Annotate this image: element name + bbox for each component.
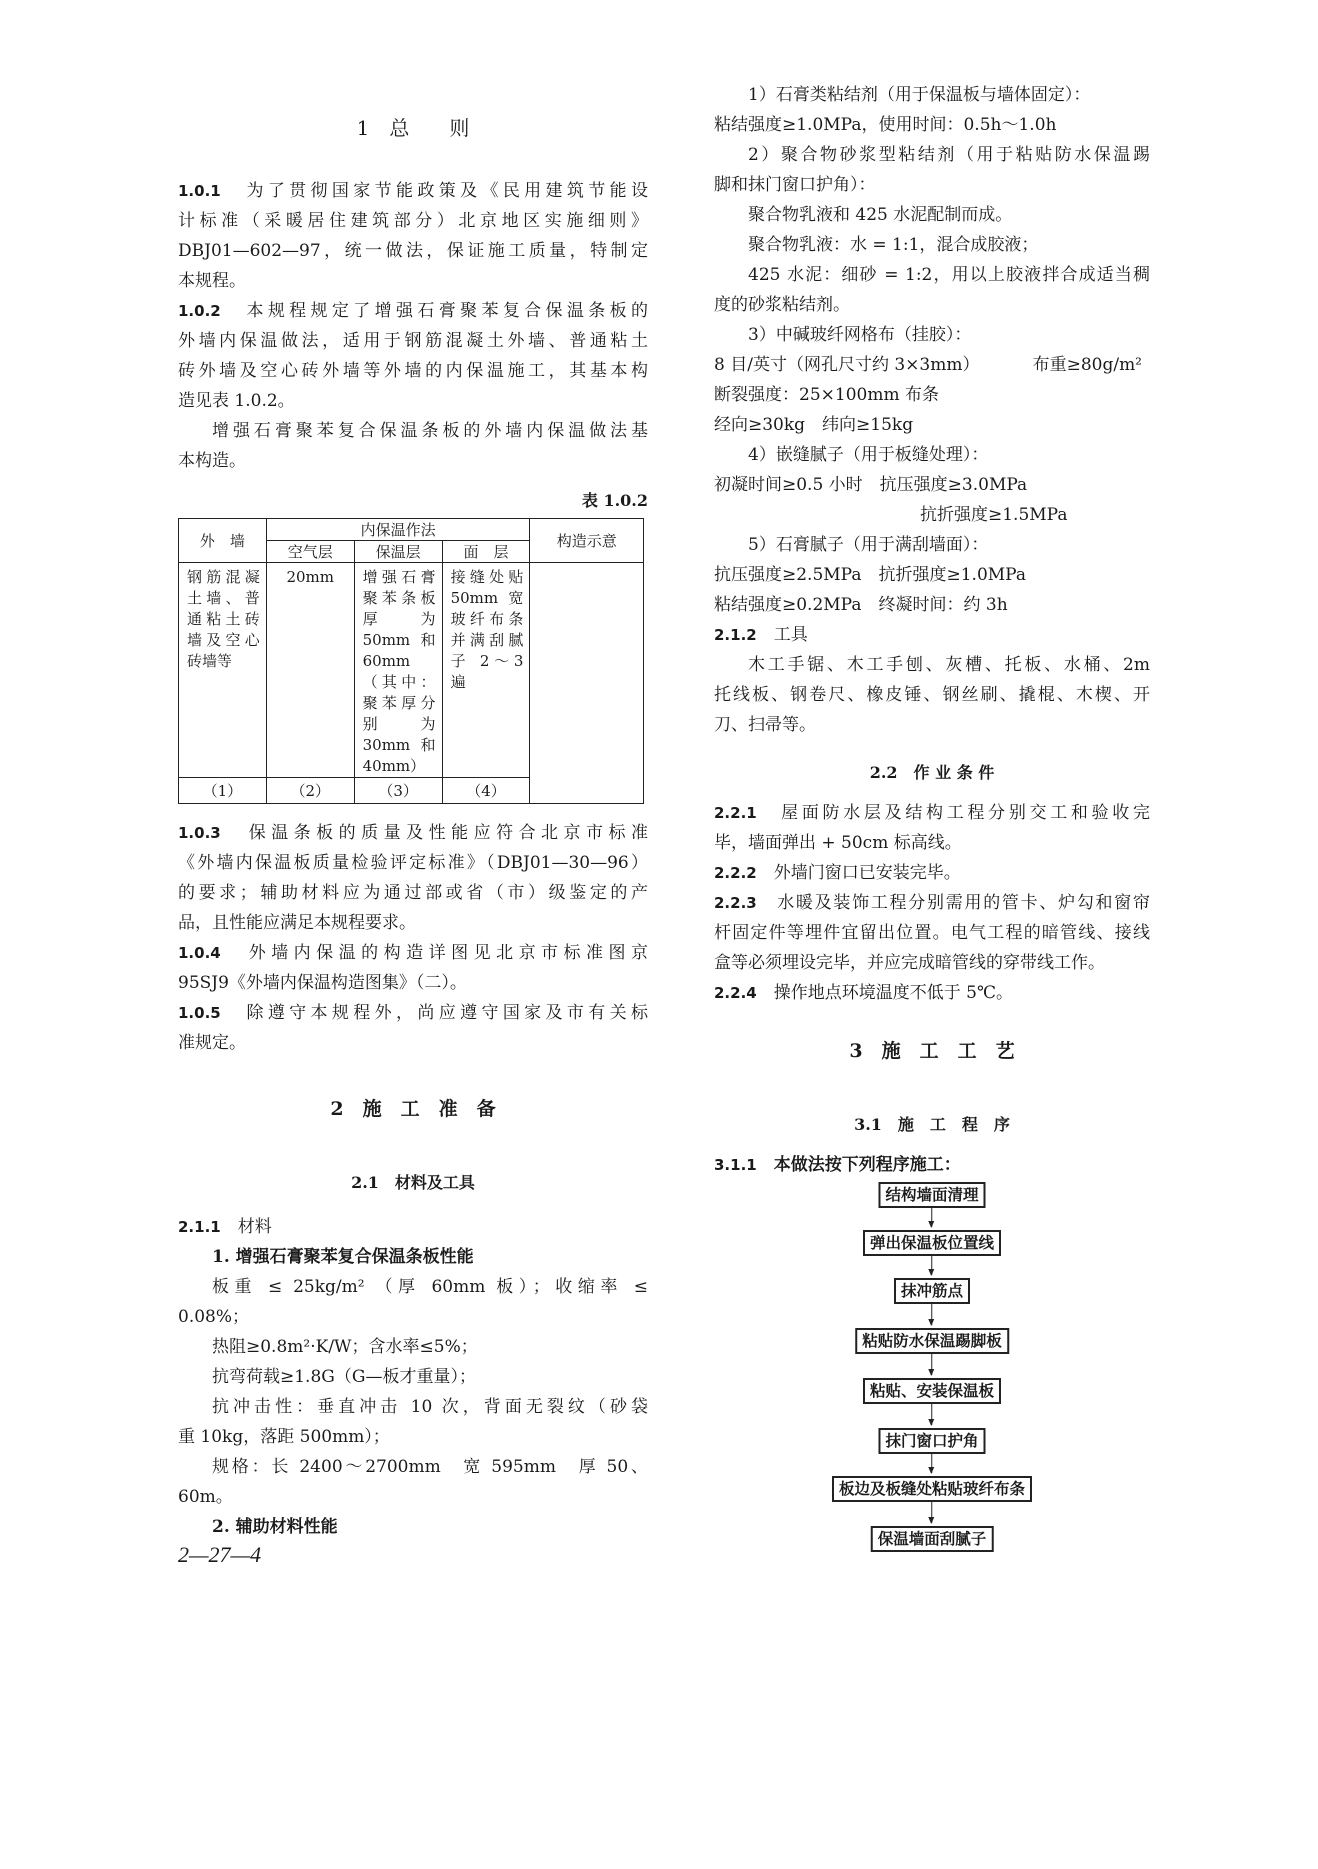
text-line [714,350,1150,380]
text-line: 0.08%； [178,1307,250,1327]
clause-number: 2.2.3 [714,894,757,912]
text-line: 本做法按下列程序施工： [773,1155,961,1175]
text-line: 的要求；辅助材料应为通过部或省（市）级鉴定的产 [178,883,648,903]
text-line: 规格：长 2400～2700mm 宽 595mm 厚 50、 [212,1457,648,1477]
clause-number: 2.1.2 [714,626,757,644]
text-line: 外墙内保温做法，适用于钢筋混凝土外墙、普通粘土 [178,331,648,351]
clause-number: 2.2.4 [714,984,757,1002]
text-line: 热阻≥0.8m²·K/W；含水率≤5%； [212,1337,478,1357]
text-line: 重 10kg，落距 500mm）； [178,1427,390,1447]
flow-step: 弹出保温板位置线 [863,1230,1001,1256]
flow-arrow [931,1255,932,1275]
subsection-heading-2-1: 2.1 材料及工具 [351,1173,475,1192]
text-line: 杆固定件等埋件宜留出位置。电气工程的暗管线、接线 [714,923,1150,943]
clause-number: 1.0.4 [178,944,221,962]
text-line: 砖外墙及空心砖外墙等外墙的内保温施工，其基本构 [178,361,648,381]
section-heading-1: 1 总 则 [356,116,470,140]
flow-step: 保温墙面刮腻子 [871,1526,994,1552]
column-number: （1） [179,778,267,804]
flow-arrow [931,1501,932,1523]
flow-step: 粘贴、安装保温板 [863,1378,1001,1404]
cell-face-layer: 接缝处贴 50mm 宽玻纤布条并满刮腻子 2～3 遍 [442,563,530,778]
text-line: 初凝时间≥0.5 小时 抗压强度≥3.0MPa [714,475,1028,495]
text-line: 水暖及装饰工程分别需用的管卡、炉勾和窗帘 [777,893,1151,913]
text-line: 60m。 [178,1487,233,1507]
flow-arrow [931,1403,932,1425]
text-line: 1. 增强石膏聚苯复合保温条板性能 [212,1247,474,1267]
header-insulation-layer: 保温层 [354,541,442,563]
text-line: 屋面防水层及结构工程分别交工和验收完 [781,803,1151,823]
header-air-layer: 空气层 [266,541,354,563]
text-line: 抗冲击性：垂直冲击 10 次，背面无裂纹（砂袋 [212,1397,648,1417]
subsection-heading-3-1: 3.1 施 工 程 序 [854,1115,1010,1134]
section-heading-2: 2 施 工 准 备 [330,1098,496,1120]
para-2-1-2 [714,620,1150,650]
text-line: 操作地点环境温度不低于 5℃。 [773,983,1013,1003]
text-line: 聚合物乳液和 425 水泥配制而成。 [748,205,1013,225]
cell-diagram [530,563,644,804]
para-1-0-1 [178,176,648,206]
text-line: 布重≥80g/m² [1032,355,1142,375]
column-number: （3） [354,778,442,804]
text-line: 2. 辅助材料性能 [212,1517,338,1537]
flow-step: 抹门窗口护角 [878,1428,985,1454]
section-heading-3: 3 施 工 工 艺 [849,1040,1015,1062]
text-line: 3）中碱玻纤网格布（挂胶）： [748,325,972,345]
cell-air-layer: 20mm [266,563,354,778]
text-line: 本规程规定了增强石膏聚苯复合保温条板的 [246,301,649,321]
subsection-heading-2-2: 2.2 作 业 条 件 [869,763,995,782]
text-line: 4）嵌缝腻子（用于板缝处理）： [748,445,989,465]
para-2-2-4 [714,978,1150,1008]
text-line: 抗弯荷载≥1.8G（G—板才重量）； [212,1367,476,1387]
para-2-1-1 [178,1212,648,1242]
text-line: 为了贯彻国家节能政策及《民用建筑节能设 [246,181,649,201]
text-line: 抗折强度≥1.5MPa [920,505,1068,525]
text-line: 5）石膏腻子（用于满刮墙面）： [748,535,989,555]
flow-arrow [931,1453,932,1473]
text-line: 计标准（采暖居住建筑部分）北京地区实施细则》 [178,211,648,231]
text-line: 《外墙内保温板质量检验评定标准》（DBJ01—30—96） [178,853,648,873]
column-number: （2） [266,778,354,804]
flow-step: 粘贴防水保温踢脚板 [855,1328,1009,1354]
page-number: 2—27—4 [178,1542,262,1567]
text-line: 保温条板的质量及性能应符合北京市标准 [248,823,649,843]
para-2-2-1 [714,798,1150,828]
text-line: 盒等必须埋设完毕，并应完成暗管线的穿带线工作。 [714,953,1105,973]
clause-number: 2.2.2 [714,864,757,882]
clause-number: 1.0.5 [178,1004,221,1022]
clause-number: 3.1.1 [714,1156,757,1174]
text-line: 经向≥30kg 纬向≥15kg [714,415,914,435]
para-1-0-5 [178,998,648,1028]
clause-number: 2.2.1 [714,804,757,822]
text-line: 聚合物乳液：水 = 1:1，混合成胶液； [748,235,1039,255]
table-caption: 表 1.0.2 [581,491,648,510]
construction-table [178,518,644,804]
text-line: 品，且性能应满足本规程要求。 [178,913,416,933]
text-line: 工具 [773,625,808,645]
clause-number: 1.0.3 [178,824,221,842]
para-1-0-4 [178,938,648,968]
flow-step: 抹冲筋点 [894,1278,970,1304]
text-line: 准规定。 [178,1033,246,1053]
text-line: 脚和抹门窗口护角）： [714,175,876,195]
flow-step: 板边及板缝处粘贴玻纤布条 [832,1476,1032,1502]
text-line: 本构造。 [178,451,246,471]
text-line: 1）石膏类粘结剂（用于保温板与墙体固定）： [748,85,1091,105]
clause-number: 2.1.1 [178,1218,221,1236]
text-line: 抗压强度≥2.5MPa 抗折强度≥1.0MPa [714,565,1026,585]
header-diagram: 构造示意 [530,519,644,563]
text-line: 外墙门窗口已安装完毕。 [773,863,961,883]
text-line: 粘结强度≥0.2MPa 终凝时间：约 3h [714,595,1008,615]
text-line: 粘结强度≥1.0MPa，使用时间：0.5h～1.0h [714,115,1057,135]
flow-arrow [931,1303,932,1325]
text-line: 材料 [237,1217,272,1237]
para-3-1-1 [714,1150,1150,1180]
flow-arrow [931,1353,932,1375]
text-line: DBJ01—602—97，统一做法，保证施工质量，特制定 [178,241,648,261]
para-2-2-3 [714,888,1150,918]
header-outer-wall: 外 墙 [179,519,267,563]
text-line: 425 水泥：细砂 = 1:2，用以上胶液拌合成适当稠 [748,265,1150,285]
text-line: 95SJ9《外墙内保温构造图集》（二）。 [178,973,467,993]
text-line: 托线板、钢卷尺、橡皮锤、钢丝刷、撬棍、木楔、开 [714,685,1150,705]
text-line: 除遵守本规程外，尚应遵守国家及市有关标 [246,1003,649,1023]
text-line: 毕，墙面弹出 + 50cm 标高线。 [714,833,962,853]
text-line: 度的砂浆粘结剂。 [714,295,850,315]
clause-number: 1.0.2 [178,302,221,320]
para-1-0-2 [178,296,648,326]
header-face-layer: 面 层 [442,541,530,563]
flow-step: 结构墙面清理 [878,1182,985,1208]
text-line: 刀、扫帚等。 [714,715,816,735]
text-line: 增强石膏聚苯复合保温条板的外墙内保温做法基 [212,421,648,441]
text-line: 造见表 1.0.2。 [178,391,295,411]
header-inner-insulation: 内保温作法 [266,519,530,541]
text-line: 板重 ≤ 25kg/m² （厚 60mm 板）；收缩率 ≤ [212,1277,648,1297]
cell-insulation-layer: 增强石膏聚苯条板厚为 50mm 和 60mm（其中：聚苯厚分别为 30mm 和 40mm） [354,563,442,778]
text-line: 外墙内保温的构造详图见北京市标准图京 [248,943,649,963]
cell-outer-wall: 钢筋混凝土墙、普通粘土砖墙及空心砖墙等 [179,563,267,778]
text-line: 8 目/英寸（网孔尺寸约 3×3mm） [714,355,980,375]
flow-arrow [931,1207,932,1227]
text-line: 本规程。 [178,271,246,291]
text-line: 断裂强度：25×100mm 布条 [714,385,939,405]
para-1-0-3 [178,818,648,848]
text-line: 木工手锯、木工手刨、灰槽、托板、水桶、2m [748,655,1150,675]
para-2-2-2 [714,858,1150,888]
text-line: 2）聚合物砂浆型粘结剂（用于粘贴防水保温踢 [748,145,1150,165]
column-number: （4） [442,778,530,804]
clause-number: 1.0.1 [178,182,221,200]
